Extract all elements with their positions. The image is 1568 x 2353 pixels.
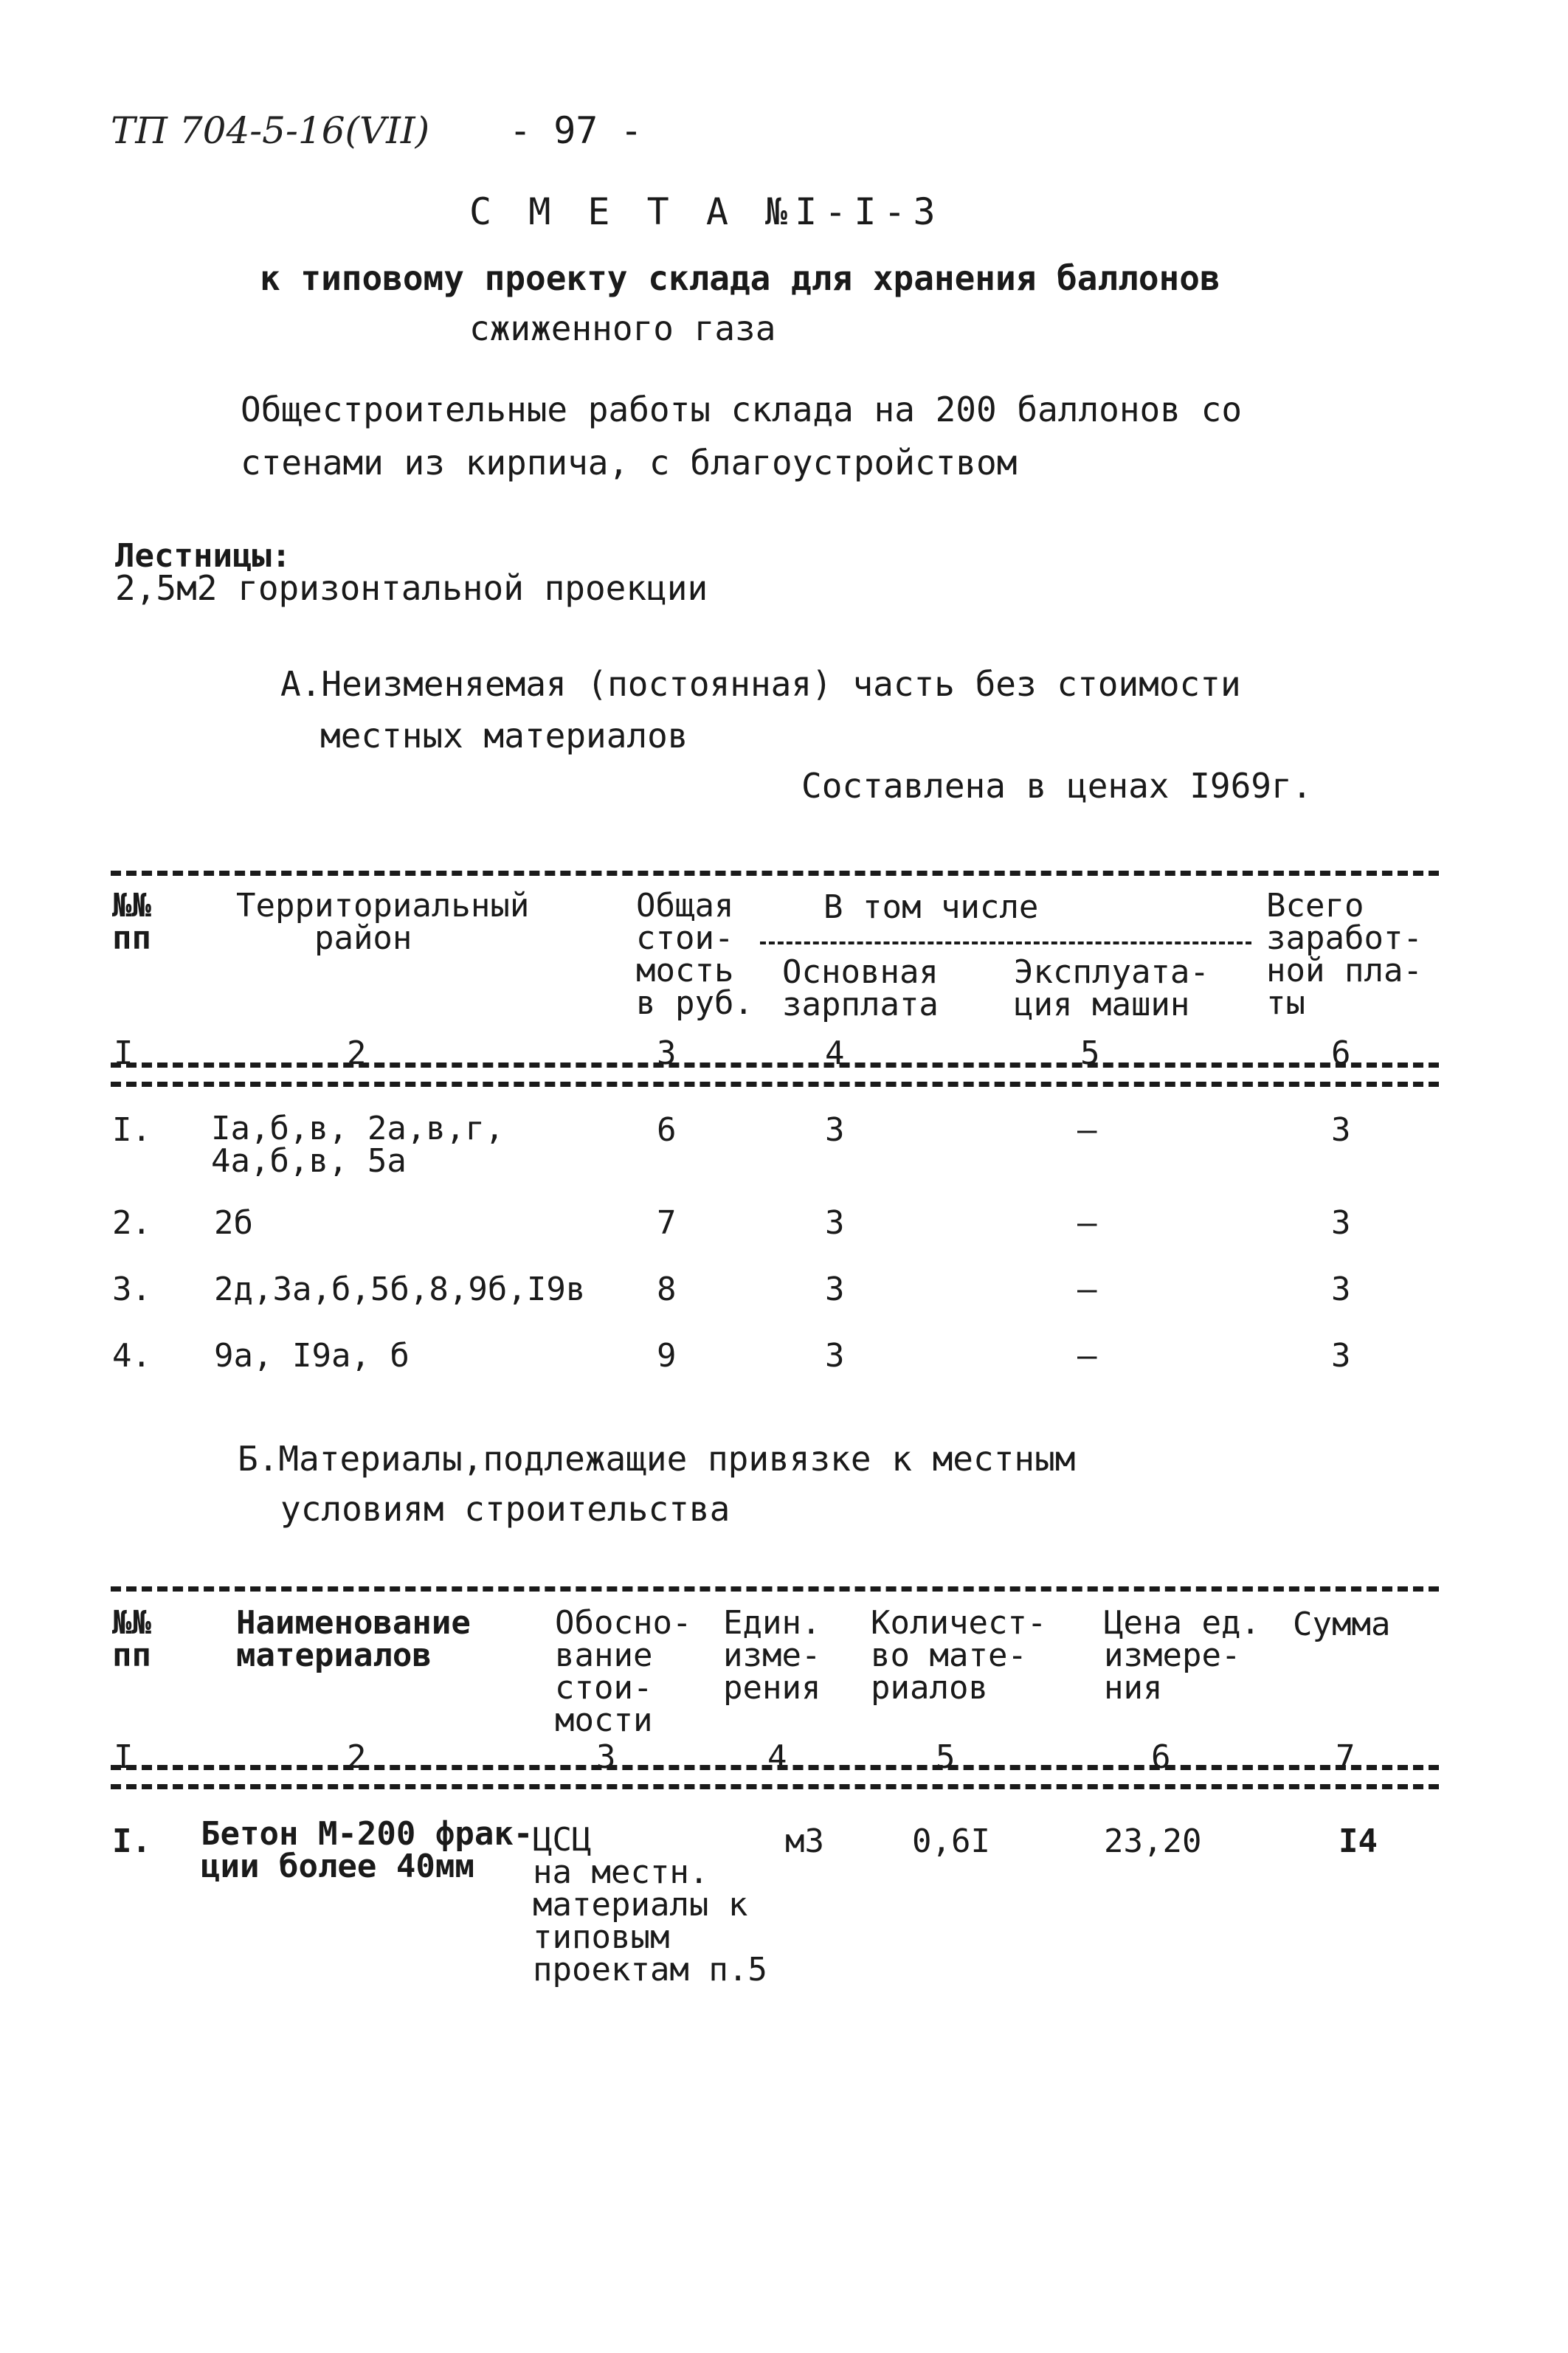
row-machines: – bbox=[1077, 1271, 1097, 1308]
row-basic-wage: 3 bbox=[825, 1204, 845, 1242]
table-b-colnum-4: 4 bbox=[767, 1738, 787, 1776]
row-total-wage: 3 bbox=[1331, 1337, 1351, 1375]
table-a-colnum-5: 5 bbox=[1080, 1034, 1100, 1072]
table-b-colnum-7: 7 bbox=[1336, 1738, 1355, 1776]
table-a-colnum-6: 6 bbox=[1331, 1034, 1351, 1072]
table-a-header-total-wage: Всего заработ- ной пла- ты bbox=[1266, 887, 1423, 1022]
row-region: 2б bbox=[214, 1204, 253, 1242]
row-unit-price: 23,20 bbox=[1104, 1822, 1202, 1860]
table-a-header-including: В том числе bbox=[823, 888, 1039, 926]
table-b-header-quantity: Количест- во мате- риалов bbox=[871, 1604, 1047, 1707]
row-region: 9а, I9а, б bbox=[214, 1337, 410, 1375]
row-total-cost: 6 bbox=[657, 1111, 677, 1149]
table-a-rule-columns-1 bbox=[111, 1063, 1439, 1068]
row-material-name: Бетон М-200 фрак- ции более 40мм bbox=[201, 1815, 533, 1885]
document-code: ТП 704-5-16(VII) bbox=[111, 109, 430, 152]
object-label: Лестницы: bbox=[115, 537, 291, 575]
subtitle-line-2: сжиженного газа bbox=[469, 308, 776, 348]
row-total-cost: 9 bbox=[657, 1337, 677, 1375]
description-line-1: Общестроительные работы склада на 200 баллонов со bbox=[241, 390, 1243, 429]
table-a-header-num: №№ пп bbox=[112, 887, 151, 957]
table-b-colnum-1: I bbox=[114, 1738, 134, 1776]
table-a-header-basic-wage: Основная зарплата bbox=[782, 953, 939, 1023]
table-a-header-machines: Эксплуата- ция машин bbox=[1014, 953, 1209, 1023]
table-b-header-basis: Обосно- вание стои- мости bbox=[555, 1604, 692, 1739]
row-total-cost: 8 bbox=[657, 1271, 677, 1308]
row-basic-wage: 3 bbox=[825, 1337, 845, 1375]
table-a-colnum-3: 3 bbox=[657, 1034, 677, 1072]
table-b-rule-top bbox=[111, 1586, 1439, 1592]
table-a-colnum-2: 2 bbox=[347, 1034, 367, 1072]
table-b-header-num: №№ пп bbox=[112, 1604, 151, 1674]
row-machines: – bbox=[1077, 1204, 1097, 1242]
row-number: I. bbox=[112, 1111, 151, 1149]
row-number: 2. bbox=[112, 1204, 151, 1242]
table-a-colnum-4: 4 bbox=[825, 1034, 845, 1072]
row-basic-wage: 3 bbox=[825, 1271, 845, 1308]
table-b-rule-columns-1 bbox=[111, 1765, 1439, 1770]
table-a-rule-columns-2 bbox=[111, 1082, 1439, 1087]
table-a-header-region: Территориальный район bbox=[236, 887, 530, 957]
estimate-title: С М Е Т А №I-I-3 bbox=[469, 190, 943, 233]
section-a-title-line-1: А.Неизменяемая (постоянная) часть без стоимости bbox=[280, 664, 1241, 704]
row-number: I. bbox=[112, 1822, 151, 1860]
row-machines: – bbox=[1077, 1111, 1097, 1149]
row-total-wage: 3 bbox=[1331, 1271, 1351, 1308]
subtitle-line-1: к типовому проекту склада для хранения баллонов bbox=[260, 258, 1220, 298]
row-sum: I4 bbox=[1339, 1822, 1378, 1860]
row-machines: – bbox=[1077, 1337, 1097, 1375]
table-b-colnum-5: 5 bbox=[936, 1738, 956, 1776]
page-number: - 97 - bbox=[509, 109, 643, 152]
prices-note: Составлена в ценах I969г. bbox=[801, 766, 1313, 806]
table-a-colnum-1: I bbox=[114, 1034, 134, 1072]
table-b-header-sum: Сумма bbox=[1293, 1606, 1391, 1643]
table-b-colnum-3: 3 bbox=[596, 1738, 616, 1776]
section-b-title-line-1: Б.Материалы,подлежащие привязке к местным bbox=[238, 1439, 1076, 1479]
section-b-title-line-2: условиям строительства bbox=[280, 1489, 731, 1529]
table-b-header-name: Наименование материалов bbox=[236, 1604, 471, 1674]
table-b-rule-columns-2 bbox=[111, 1784, 1439, 1789]
row-unit: м3 bbox=[785, 1822, 824, 1860]
object-measure: 2,5м2 горизонтальной проекции bbox=[115, 568, 708, 608]
table-a-header-total-cost: Общая стои- мость в руб. bbox=[636, 887, 753, 1022]
row-region: Iа,б,в, 2а,в,г, 4а,б,в, 5а bbox=[211, 1110, 505, 1180]
row-total-wage: 3 bbox=[1331, 1204, 1351, 1242]
row-total-wage: 3 bbox=[1331, 1111, 1351, 1149]
row-cost-basis: ЦСЦ на местн. материалы к типовым проектам п.5 bbox=[533, 1821, 767, 1989]
table-b-header-unit: Един. изме- рения bbox=[723, 1604, 821, 1707]
table-a-rule-top bbox=[111, 871, 1439, 876]
table-b-header-price: Цена ед. измере- ния bbox=[1104, 1604, 1260, 1707]
row-basic-wage: 3 bbox=[825, 1111, 845, 1149]
table-b-colnum-2: 2 bbox=[347, 1738, 367, 1776]
row-number: 4. bbox=[112, 1337, 151, 1375]
table-a-including-rule bbox=[760, 941, 1251, 944]
table-b-colnum-6: 6 bbox=[1151, 1738, 1171, 1776]
row-region: 2д,3а,б,5б,8,9б,I9в bbox=[214, 1271, 586, 1308]
section-a-title-line-2: местных материалов bbox=[320, 716, 688, 756]
row-number: 3. bbox=[112, 1271, 151, 1308]
row-quantity: 0,6I bbox=[912, 1822, 990, 1860]
description-line-2: стенами из кирпича, с благоустройством bbox=[241, 443, 1018, 483]
row-total-cost: 7 bbox=[657, 1204, 677, 1242]
